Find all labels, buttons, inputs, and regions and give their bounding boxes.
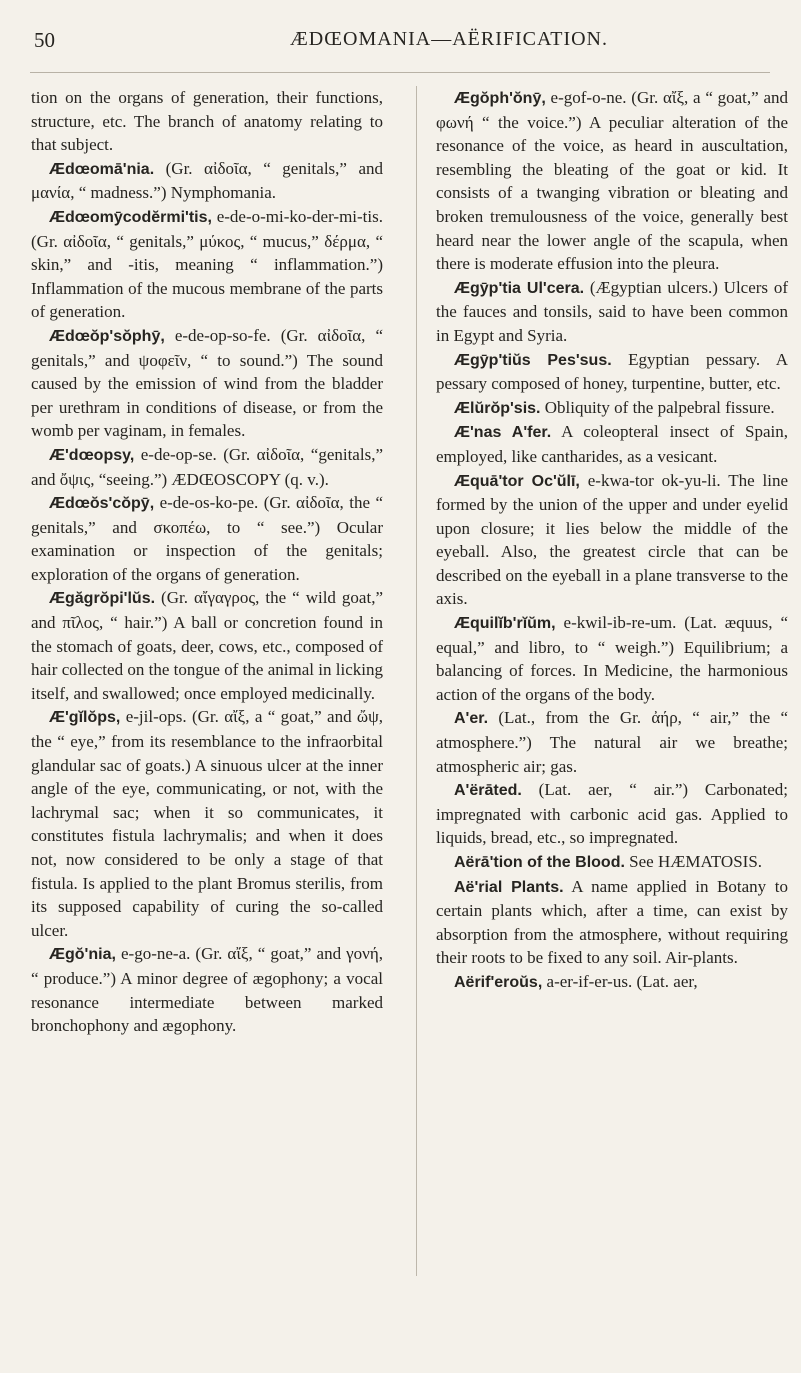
headword: Æ'gĭlŏps, [49,709,121,727]
entry: Ægăgrŏpi'lŭs. (Gr. αἴγαγρος, the “ wild goat,” and πῖλος, “ hair.”) A ball or concretion found in the stomach of goats, deer, cows, etc., composed of hair collected on the tongue of the animal in licking itself, and swallowed; once employed medicinally. [31,588,383,703]
headword: A'ërāted. [454,782,522,800]
page-number: 50 [34,28,55,52]
headword: Aë'rial Plants. [454,878,564,896]
headword: A'er. [454,710,489,728]
entry: Æ'nas A'fer. A coleopteral insect of Spain, employed, like cantharides, as a vesicant. [436,422,789,466]
headword: Aërif'eroŭs, [454,973,543,991]
right-column [436,86,788,995]
entry: Aë'rial Plants. A name applied in Botany to certain plants which, after a time, can exist by absorption from the atmosphere, without requiring their roots to be fixed to any soil. Air-plants. [436,876,788,968]
headword: Ædœŏs'cŏpȳ, [49,495,155,513]
entry: Ælŭrŏp'sis. Obliquity of the palpebral fissure. [454,397,775,417]
entry: Æquā'tor Oc'ŭlī, e-kwa-tor ok-yu-li. The line formed by the union of the upper and under eyelid upon closure; it lies below the middle of the eyeball. Also, the greatest circle that can be described on the eyeball in a plane transverse to the axis. [436,470,788,609]
entry-continuation: tion on the organs of generation, their functions, structure, etc. The branch of anatomy relating to that subject. [31,88,383,155]
entry: Ægŏph'ŏnȳ, e-gof-o-ne. (Gr. αἴξ, a “ goat,” and φωνή “ the voice.”) A peculiar alteration of the resonance of the voice, as heard in auscultation, resembling the bleating of the goat or kid. It consists of a twanging vibration or bleating and broken tremulousness of the voice, generally best heard near the lower angle of the scapula, when there is moderate effusion into the pleura. [436,88,788,274]
entry: Æquilĭb'rĭŭm, e-kwil-ib-re-um. (Lat. æquus, “ equal,” and libro, to “ weigh.”) Equilibrium; a balancing of forces. In Medicine, the harmonious action of the organs of the body. [436,613,788,704]
column-divider [416,86,417,1276]
entry: Aërā'tion of the Blood. See HÆMATOSIS. [454,852,763,871]
entry: A'er. (Lat., from the Gr. ἀήρ, “ air,” the “ atmosphere.”) The natural air we breathe; atmospheric air; gas. [436,708,788,776]
headword: Ægȳp'tiŭs Pes'sus. [454,351,612,369]
headword: Aërā'tion of the Blood. [454,854,625,871]
headword: Ægŏph'ŏnȳ, [454,90,546,107]
headword: Ædœomȳcodĕrmi'tis, [49,208,212,226]
headword: Ægȳp'tia Ul'cera. [454,279,585,297]
entry: Ægŏ'nia, e-go-ne-a. (Gr. αἴξ, “ goat,” and γονή, “ produce.”) A minor degree of ægophony; a vocal resonance intermediate between marked bronchophony and ægophony. [31,944,383,1036]
headword: Æquilĭb'rĭŭm, [454,615,556,633]
entry: Ægȳp'tia Ul'cera. (Ægyptian ulcers.) Ulcers of the fauces and tonsils, said to have been common in Egypt and Syria. [436,277,788,345]
left-column [31,86,383,1038]
entry: Ædœomȳcodĕrmi'tis, e-de-o-mi-ko-der-mi-tis. (Gr. αἰδοῖα, “ genitals,” μύκος, “ mucus,” δέρμα, “ skin,” and -itis, meaning “ inflammation.”) Inflammation of the mucous membrane of the parts of generation. [31,206,383,322]
headword: Æ'dœopsy, [49,446,135,464]
entry: Ædœomā'nia. (Gr. αἰδοῖα, “ genitals,” and μανία, “ madness.”) Nymphomania. [31,158,383,203]
headword: Ædœŏp'sŏphȳ, [49,327,165,345]
entry: Æ'gĭlŏps, e-jil-ops. (Gr. αἴξ, a “ goat,” and ὤψ, the “ eye,” from its resemblance to the infraorbital glandular sac of goats.) A sinuous ulcer at the inner angle of the eye, communicating, or not, with the lachrymal sac; when it so communicates, it constitutes fistula lachrymalis; and when it does not, now considered to be only a stage of that fistula. Is applied to the plant Bromus sterilis, from its supposed capability of curing the so-called ulcer. [31,707,383,940]
entry: Æ'dœopsy, e-de-op-se. (Gr. αἰδοῖα, “genitals,” and ὄψις, “seeing.”) ÆDŒOSCOPY (q. v.). [31,444,383,489]
headword: Æquā'tor Oc'ŭlī, [454,472,580,490]
headword: Ælŭrŏp'sis. [454,399,541,417]
headword: Æ'nas A'fer. [454,424,552,442]
headword: Ædœomā'nia. [49,160,155,178]
entry: Ægȳp'tiŭs Pes'sus. Egyptian pessary. A pessary composed of honey, turpentine, butter, etc. [436,349,788,394]
page-header [30,24,770,73]
running-head: ÆDŒOMANIA—AËRIFICATION. [290,28,608,50]
entry: Ædœŏp'sŏphȳ, e-de-op-so-fe. (Gr. αἰδοῖα, “ genitals,” and ψοφεῖν, “ to sound.”) The sound caused by the emission of wind from the bladder per urethram in conditions of disease, or from the womb per vaginam, in females. [31,325,383,441]
headword: Ægŏ'nia, [49,946,116,964]
entry: A'ërāted. (Lat. aer, “ air.”) Carbonated; impregnated with carbonic acid gas. Applied to liquids, bread, etc., so impregnated. [436,780,788,848]
headword: Ægăgrŏpi'lŭs. [49,590,156,608]
entry: Ædœŏs'cŏpȳ, e-de-os-ko-pe. (Gr. αἰδοῖα, the “ genitals,” and σκοπέω, to “ see.”) Ocular examination or inspection of the genitals; exploration of the organs of generation. [31,493,383,584]
entry: Aërif'eroŭs, a-er-if-er-us. (Lat. aer, [454,971,698,991]
